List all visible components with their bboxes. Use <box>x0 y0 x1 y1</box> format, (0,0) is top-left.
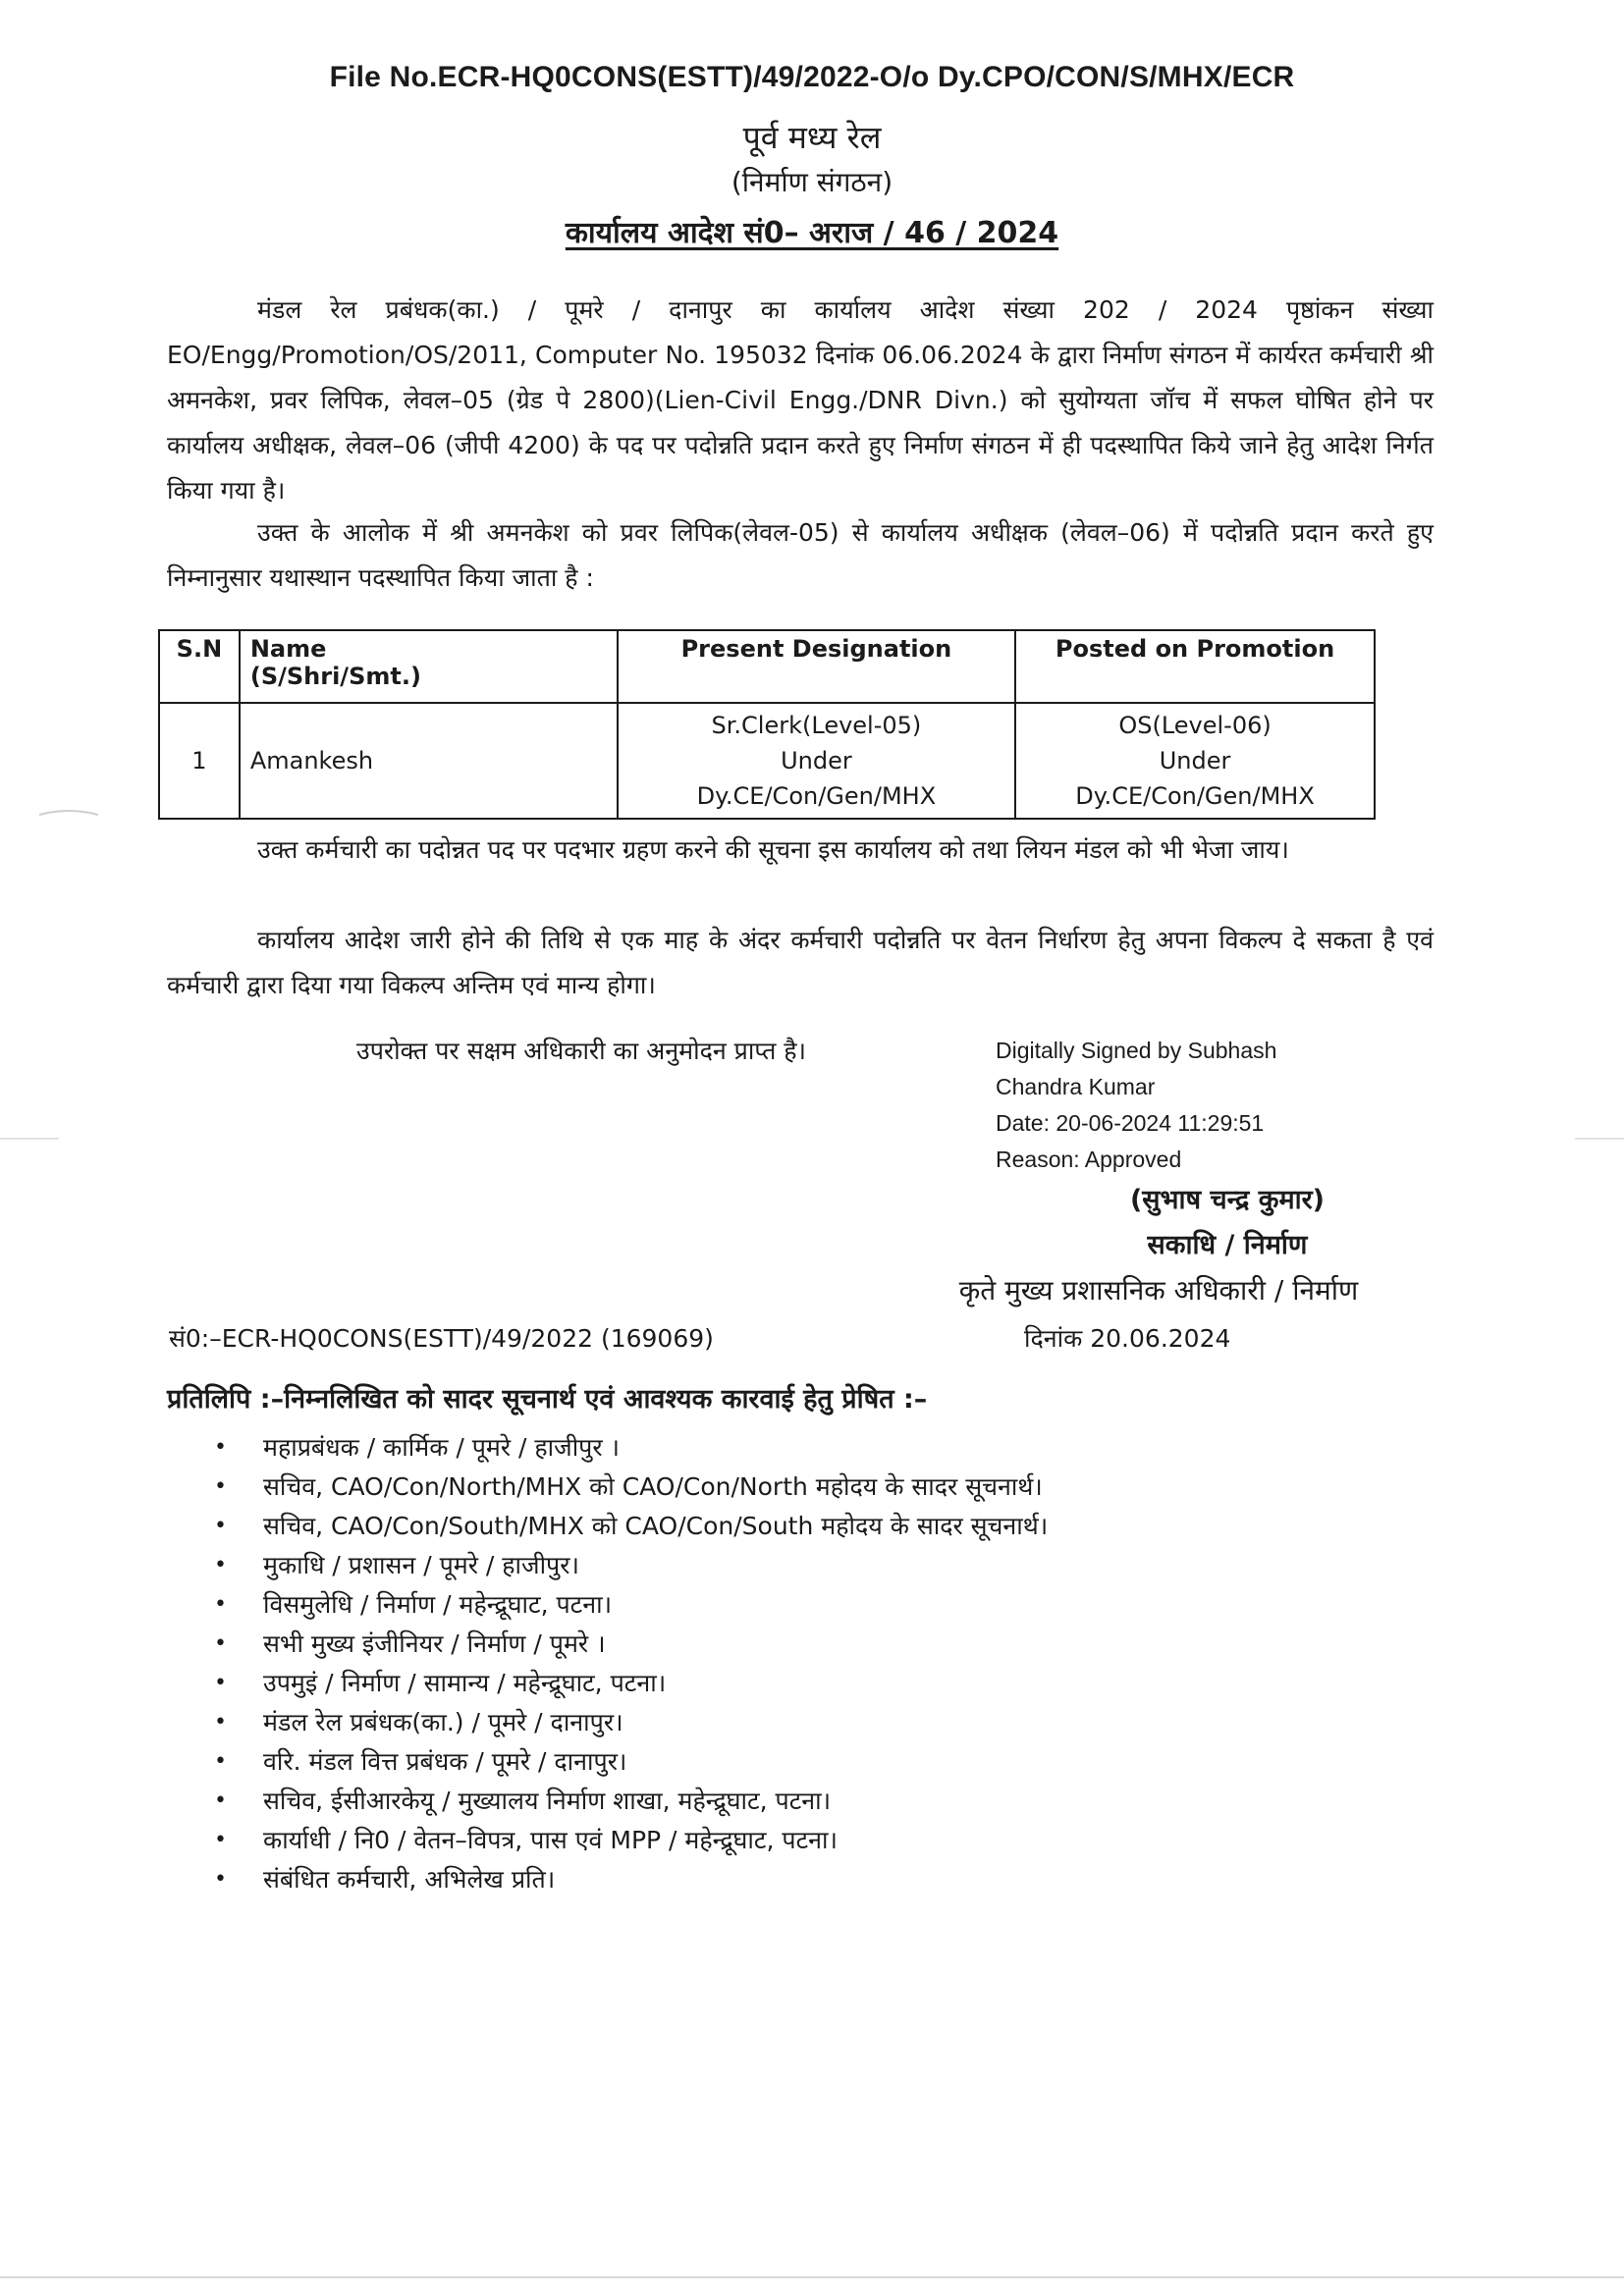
list-item: • सचिव, CAO/Con/North/MHX को CAO/Con/North महोदय के सादर सूचनार्थ। <box>185 1468 1048 1507</box>
list-item: • कार्याधी / नि0 / वेतन–विपत्र, पास एवं MPP / महेन्द्रूघाट, पटना। <box>185 1821 1048 1860</box>
organization-sub: (निर्माण संगठन) <box>731 166 893 198</box>
signatory-for: कृते मुख्य प्रशासनिक अधिकारी / निर्माण <box>958 1274 1359 1307</box>
digital-signature-reason: Reason: Approved <box>996 1147 1182 1172</box>
posted-line-1: OS(Level-06) <box>1118 712 1272 739</box>
signatory-post: सकाधि / निर्माण <box>1147 1230 1308 1260</box>
list-item: • उपमुइं / निर्माण / सामान्य / महेन्द्रूघाट, पटना। <box>185 1664 1048 1703</box>
paragraph-2: उक्त के आलोक में श्री अमनकेश को प्रवर लिपिक(लेवल-05) से कार्यालय अधीक्षक (लेवल–06) में पदोन्नति प्रदान करते हुए निम्नानुसार यथास्थान पदस्थापित किया जाता है : <box>167 518 1434 592</box>
list-item: • महाप्रबंधक / कार्मिक / पूमरे / हाजीपुर । <box>185 1428 1048 1468</box>
file-number: File No.ECR-HQ0CONS(ESTT)/49/2022-O/o Dy.CPO/CON/S/MHX/ECR <box>329 61 1295 93</box>
header-present-designation: Present Designation <box>618 630 1015 703</box>
list-item: • सभी मुख्य इंजीनियर / निर्माण / पूमरे । <box>185 1625 1048 1664</box>
digital-signature-line-2: Chandra Kumar <box>996 1074 1156 1099</box>
scan-mark-left-1 <box>39 811 98 815</box>
copy-to-heading: प्रतिलिपि :–निम्नलिखित को सादर सूचनार्थ एवं आवश्यक कारवाई हेतु प्रेषित :– <box>167 1384 928 1415</box>
list-item: • वरि. मंडल वित्त प्रबंधक / पूमरे / दानापुर। <box>185 1742 1048 1782</box>
digital-signature-date: Date: 20-06-2024 11:29:51 <box>996 1110 1265 1136</box>
list-item: • संबंधित कर्मचारी, अभिलेख प्रति। <box>185 1860 1048 1899</box>
office-order-number-text: कार्यालय आदेश सं0– अराज / 46 / 2024 <box>565 216 1059 250</box>
paragraph-1: मंडल रेल प्रबंधक(का.) / पूमरे / दानापुर का कार्यालय आदेश संख्या 202 / 2024 पृष्ठांकन संख्या EO/Engg/Promotion/OS/2011, Computer No. 195032 दिनांक 06.06.2024 के द्वारा निर्माण संगठन में कार्यरत कर्मचारी श्री अमनकेश, प्रवर लिपिक, लेवल–05 (ग्रेड पे 2800)(Lien-Civil Engg./DNR Divn.) को सुयोग्यता जॉच में सफल घोषित होने पर कार्यालय अधीक्षक, लेवल–06 (जीपी 4200) के पद पर पदोन्नति प्रदान करते हुए निर्माण संगठन में ही पदस्थापित किये जाने हेतु आदेश निर्गत किया गया है। <box>167 295 1434 505</box>
paragraph-3: उक्त कर्मचारी का पदोन्नत पद पर पदभार ग्रहण करने की सूचना इस कार्यालय को तथा लियन मंडल को भी भेजा जाय। <box>257 835 1289 864</box>
present-line-3: Dy.CE/Con/Gen/MHX <box>696 782 937 810</box>
posted-line-2: Under <box>1159 747 1231 774</box>
paragraph-4: कार्यालय आदेश जारी होने की तिथि से एक माह के अंदर कर्मचारी पदोन्नति पर वेतन निर्धारण हेतु अपना विकल्प दे सकता है एवं कर्मचारी द्वारा दिया गया विकल्प अन्तिम एवं मान्य होगा। <box>167 926 1434 999</box>
list-item: • सचिव, CAO/Con/South/MHX को CAO/Con/South महोदय के सादर सूचनार्थ। <box>185 1507 1048 1546</box>
header-name-line1: Name <box>249 635 327 663</box>
digital-signature-line-1: Digitally Signed by Subhash <box>996 1038 1277 1063</box>
approval-note: उपरोक्त पर सक्षम अधिकारी का अनुमोदन प्राप्त है। <box>356 1037 807 1065</box>
list-item: • मंडल रेल प्रबंधक(का.) / पूमरे / दानापुर। <box>185 1703 1048 1742</box>
present-line-2: Under <box>781 747 852 774</box>
cell-sn: 1 <box>159 703 240 819</box>
list-item: • विसमुलेधि / निर्माण / महेन्द्रूघाट, पटना। <box>185 1585 1048 1625</box>
signatory-name: (सुभाष चन्द्र कुमार) <box>1129 1185 1326 1215</box>
reference-date: दिनांक 20.06.2024 <box>1024 1324 1231 1353</box>
organization-name: पूर्व मध्य रेल <box>742 119 882 156</box>
posted-line-3: Dy.CE/Con/Gen/MHX <box>1075 782 1315 810</box>
header-posted-on-promotion: Posted on Promotion <box>1015 630 1375 703</box>
header-name-line2: (S/Shri/Smt.) <box>249 663 421 690</box>
reference-number: सं0:–ECR-HQ0CONS(ESTT)/49/2022 (169069) <box>169 1324 714 1353</box>
header-sn: S.N <box>159 630 240 703</box>
cell-name: Amankesh <box>240 703 618 819</box>
list-item: • मुकाधि / प्रशासन / पूमरे / हाजीपुर। <box>185 1546 1048 1585</box>
list-item: • सचिव, ईसीआरकेयू / मुख्यालय निर्माण शाखा, महेन्द्रूघाट, पटना। <box>185 1782 1048 1821</box>
present-line-1: Sr.Clerk(Level-05) <box>711 712 922 739</box>
